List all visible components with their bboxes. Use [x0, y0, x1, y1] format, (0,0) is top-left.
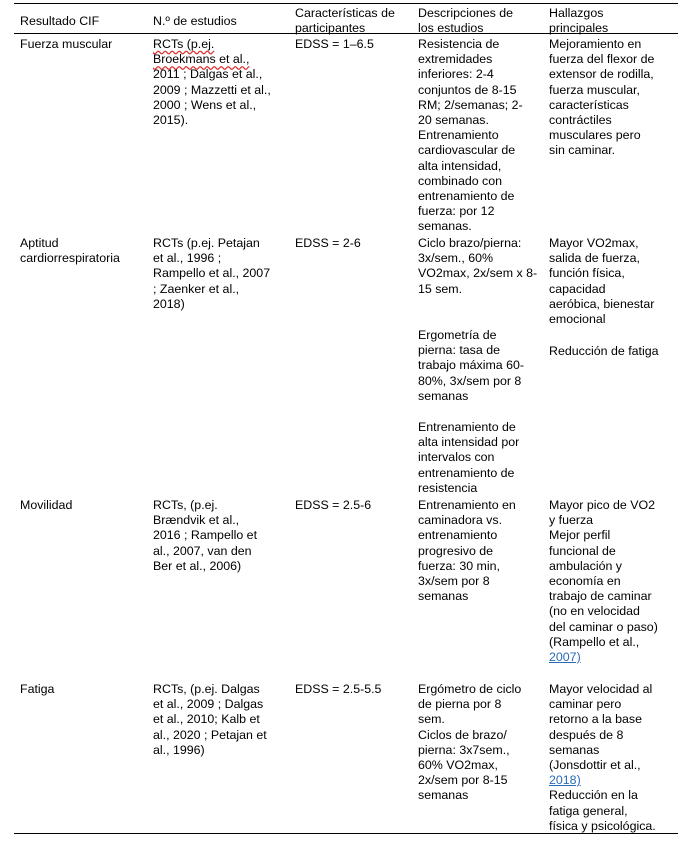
row4-find-line: física y psicológica. [549, 818, 656, 833]
row4-find-line: Reducción en la [549, 788, 638, 803]
row2-studies-line[interactable]: Rampello et al., 2007 [153, 266, 271, 281]
row2-studies-line[interactable]: 2018) [153, 296, 185, 311]
row2-find-line: función física, [549, 266, 625, 281]
row1-findings [549, 37, 654, 159]
row1-desc-line: conjuntos de 8-15 [418, 82, 517, 97]
row2-desc-line: resistencia [418, 480, 478, 495]
row3-desc-line: fuerza: 30 min, [418, 558, 500, 573]
row1-studies [153, 37, 271, 128]
row1-desc-line: fuerza: por 12 [418, 204, 495, 219]
row1-find-line: contráctiles [549, 112, 612, 127]
row3-studies-line[interactable]: 2016 ; Rampello et [153, 528, 258, 543]
row1-studies-line[interactable]: 2011 ; Dalgas et al., [153, 67, 263, 82]
row4-desc-line: Ergómetro de ciclo [418, 682, 522, 696]
row4-participants: EDSS = 2.5-5.5 [295, 682, 382, 696]
row1-desc-line: inferiores: 2-4 [418, 67, 494, 82]
row3-find-line: Mayor pico de VO2 [549, 498, 656, 512]
row3-findings [549, 498, 658, 665]
row4-desc-line: Ciclos de brazo/ [418, 727, 507, 742]
row1-find-line: sin caminar. [549, 143, 616, 158]
row2-find-line: salida de fuerza, [549, 251, 640, 266]
row2-outcome-line: cardiorrespiratoria [20, 251, 120, 266]
row1-desc-line: semanas. [418, 219, 472, 234]
row2-outcome-line: Aptitud [20, 236, 59, 250]
row4-desc-line: 60% VO2max, [418, 757, 498, 772]
row1-desc-line: Entrenamiento [418, 128, 499, 143]
row3-desc-line: semanas [418, 589, 469, 604]
header-caracteristicas-line: Características de [295, 6, 395, 20]
row3-studies-line: Brændvik et al., [153, 513, 240, 528]
header-hallazgos-line: Hallazgos [549, 6, 604, 20]
row1-desc-line: alta intensidad, [418, 158, 502, 173]
row3-find-link[interactable]: 2007) [549, 649, 581, 664]
header-descripciones [418, 6, 513, 36]
row3-studies [153, 498, 257, 574]
row2-find-line: Mayor VO2max, [549, 236, 639, 250]
row3-find-line: (no en velocidad [549, 604, 640, 619]
row4-find-link[interactable]: 2018) [549, 773, 581, 788]
row2-find-line: aeróbica, bienestar [549, 296, 655, 311]
row4-find-line: caminar pero [549, 697, 622, 712]
row4-outcome: Fatiga [20, 682, 55, 696]
row3-desc-line: entrenamiento [418, 528, 498, 543]
row1-desc-line: Resistencia de [418, 37, 500, 51]
row1-desc-line: entrenamiento de [418, 188, 515, 203]
row2-find-line: capacidad [549, 281, 606, 296]
row4-find-line: Mayor velocidad al [549, 682, 653, 696]
header-caracteristicas [295, 6, 395, 36]
row1-studies-line[interactable]: 2000 ; Wens et al., [153, 97, 257, 112]
header-caracteristicas-line: participantes [295, 21, 366, 36]
row3-descriptions [418, 498, 516, 604]
row2-studies-line: ; Zaenker et al., [153, 281, 240, 296]
row2-desc-line: pierna: tasa de [418, 343, 500, 358]
row2-desc-line: intervalos con [418, 450, 495, 465]
row4-studies-line[interactable]: et al., 2010; Kalb et [153, 712, 260, 727]
row4-desc-line: 2x/sem por 8-15 [418, 773, 508, 788]
row2-desc-line: 80%, 3x/sem por 8 [418, 373, 522, 388]
row2-find-line: emocional [549, 311, 606, 326]
row4-desc-line: sem. [418, 712, 445, 727]
row2-studies-line[interactable]: et al., 1996 ; [153, 251, 222, 266]
row4-studies-line[interactable]: al., 1996) [153, 742, 205, 757]
row4-find-line: (Jonsdottir et al., [549, 757, 641, 772]
row4-studies-line[interactable]: et al., 2009 ; Dalgas [153, 697, 264, 712]
row2-desc-line: alta intensidad por [418, 435, 520, 450]
row2-descriptions-c [418, 420, 519, 496]
row2-desc-line: 3x/sem., 60% [418, 251, 494, 266]
row2-participants: EDSS = 2-6 [295, 236, 361, 250]
row3-find-line: y fuerza [549, 513, 594, 528]
table-top-rule [14, 3, 678, 4]
row2-descriptions-a [418, 236, 537, 297]
row4-descriptions [418, 682, 521, 804]
row1-studies-line[interactable]: 2015). [153, 112, 189, 127]
row1-find-line: musculares pero [549, 128, 641, 143]
row3-desc-line: caminadora vs. [418, 513, 503, 528]
row2-desc-line: Ciclo brazo/pierna: [418, 236, 522, 250]
row1-desc-line: cardiovascular de [418, 143, 516, 158]
row4-desc-line: pierna: 3x7sem., [418, 742, 510, 757]
row1-studies-line [153, 37, 271, 52]
row3-studies-line[interactable]: Ber et al., 2006) [153, 558, 242, 573]
row1-studies-line [153, 52, 271, 67]
row3-find-line: economía en [549, 573, 621, 588]
header-descripciones-line: Descripciones de [418, 6, 514, 20]
row3-studies-line[interactable]: al., 2007, van den [153, 543, 252, 558]
row2-studies [153, 236, 270, 312]
row1-descriptions [418, 37, 523, 234]
row3-studies-line: RCTs, (p.ej. [153, 498, 218, 512]
header-hallazgos [549, 6, 608, 36]
row2-desc-line: 15 sem. [418, 281, 463, 296]
row1-find-line: Mejoramiento en [549, 37, 642, 51]
row4-find-line: semanas [549, 742, 600, 757]
row3-find-line: Mejor perfil [549, 528, 611, 543]
row4-desc-line: semanas [418, 788, 469, 803]
row4-find-line: fatiga general, [549, 803, 628, 818]
row3-participants: EDSS = 2.5-6 [295, 498, 372, 512]
row1-studies-text: RCTs (p.ej. [153, 37, 215, 51]
row2-desc-line: semanas [418, 388, 469, 403]
row2-outcome [20, 236, 120, 266]
row1-outcome: Fuerza muscular [20, 37, 113, 51]
row1-find-line: características [549, 97, 629, 112]
row3-find-line: funcional de [549, 543, 616, 558]
row4-studies [153, 682, 267, 758]
row2-desc-line: Ergometría de [418, 328, 497, 342]
row3-outcome: Movilidad [20, 498, 73, 512]
row1-participants: EDSS = 1–6.5 [295, 37, 374, 51]
row3-desc-line: Entrenamiento en [418, 498, 516, 512]
row4-find-line: después de 8 [549, 727, 624, 742]
row1-find-line: fuerza muscular, [549, 82, 640, 97]
row3-find-line: (Rampello et al., [549, 634, 640, 649]
row4-findings [549, 682, 656, 834]
row2-studies-line: RCTs (p.ej. Petajan [153, 236, 260, 250]
row2-desc-line: Entrenamiento de [418, 420, 516, 434]
row1-find-line: fuerza del flexor de [549, 52, 655, 67]
row4-studies-line[interactable]: al., 2020 ; Petajan et [153, 727, 267, 742]
header-hallazgos-line: principales [549, 21, 609, 36]
row4-find-line: retorno a la base [549, 712, 642, 727]
header-descripciones-line: los estudios [418, 21, 484, 36]
row1-desc-line: combinado con [418, 173, 503, 188]
row1-desc-line: RM; 2/semanas; 2- [418, 97, 523, 112]
row2-findings-a [549, 236, 654, 327]
row3-find-line: trabajo de caminar [549, 589, 652, 604]
row3-find-line: ambulación y [549, 558, 623, 573]
row4-studies-line: RCTs, (p.ej. Dalgas [153, 682, 260, 696]
row2-desc-line: trabajo máxima 60- [418, 358, 525, 373]
row3-desc-line: 3x/sem por 8 [418, 573, 490, 588]
header-resultado-cif: Resultado CIF [20, 14, 100, 28]
row1-find-line: extensor de rodilla, [549, 67, 654, 82]
row3-find-line: del caminar o paso) [549, 619, 658, 634]
row1-studies-text: Broekmans et al., [153, 52, 250, 67]
row2-descriptions-b [418, 328, 524, 404]
row1-studies-line[interactable]: 2009 ; Mazzetti et al., [153, 82, 271, 97]
row1-desc-line: 20 semanas. [418, 112, 489, 127]
row4-desc-line: de pierna por 8 [418, 697, 502, 712]
header-num-estudios: N.º de estudios [153, 14, 237, 28]
row1-desc-line: extremidades [418, 52, 493, 67]
row3-desc-line: progresivo de [418, 543, 494, 558]
row2-desc-line: entrenamiento de [418, 465, 515, 480]
row2-findings-b: Reducción de fatiga [549, 344, 659, 358]
row2-desc-line: VO2max, 2x/sem x 8- [418, 266, 538, 281]
